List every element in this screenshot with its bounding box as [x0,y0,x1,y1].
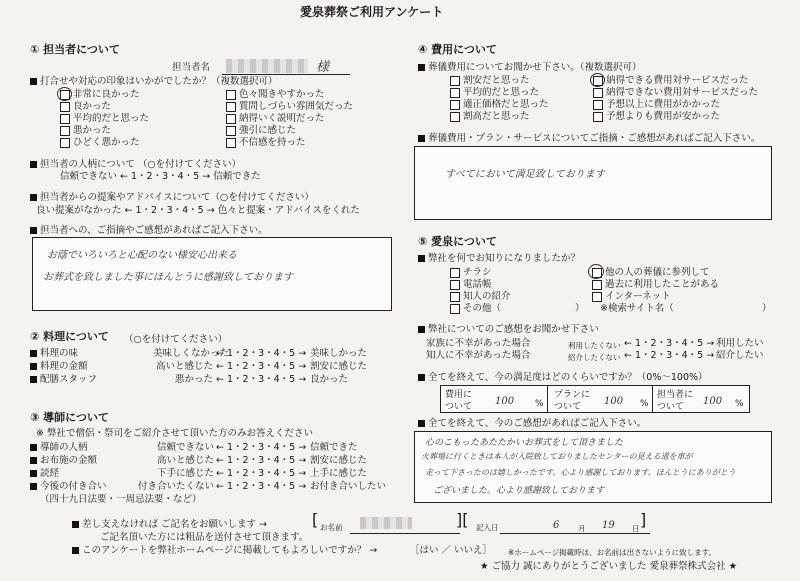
overall-comment-line-3: 走って下さったのは嬉しかったです。心より感謝しております。ほんとうにありがとう [425,468,736,477]
footer-line-2 [72,545,377,557]
s1-q1-opt-8[interactable] [226,125,296,137]
s5-site-close: ） [762,303,772,314]
s1-q1-opt-1[interactable] [60,101,111,113]
cell-label-2: ついて [554,402,582,412]
staff-name-redacted [226,59,308,73]
bullet-icon [418,135,425,142]
bullet-icon [30,227,37,234]
s3-row-3[interactable] [30,481,107,493]
s3-row-1[interactable] [30,455,97,467]
overall-comment-box[interactable] [414,431,772,503]
s1-q1-opt-9[interactable] [226,137,306,149]
opt-label: 不信感を持った [239,137,306,148]
circle-mark [590,73,605,87]
circle-mark [57,87,72,101]
checkbox-icon [450,268,460,278]
date-month[interactable]: 6 [553,520,560,531]
date-underline [500,533,650,534]
overall-comment-line-1: 心のこもったあたたかいお葬式をして頂きました [425,438,624,448]
s6-q2-text: 全てを終えて、今のご感想があればご記入下さい。 [428,418,647,429]
s4-opt-2[interactable] [450,99,549,111]
s5-opt-1[interactable] [450,279,492,291]
opt-label: 平均的だと思った [73,113,150,124]
row-right: 割安に感じた [310,455,368,466]
s5-opt-3[interactable] [450,303,501,315]
row-left: 付き合いたくない [137,481,214,492]
cell-label-1: プランに [554,390,591,400]
cost-comment-box[interactable] [414,146,772,220]
s1-q1 [30,76,278,88]
s4-q2-text: 葬儀費用・プラン・サービスについてご指摘・ご感想があればご記入下さい。 [428,133,761,144]
opt-label: チラシ [463,267,492,278]
row-left: 高いと感じた [155,361,213,372]
cell-label-2: ついて [445,402,473,412]
s4-q2 [418,133,760,145]
satisfaction-cost[interactable] [440,385,550,413]
hp-note: ※ホームページ掲載時は、お名前は出さないように致します。 [508,548,717,557]
row-label: 読経 [40,468,60,479]
s3-row-0[interactable] [30,442,88,454]
s1-q1-opt-4[interactable] [60,137,140,149]
s2-instruction: （○を付けてください） [124,334,228,345]
name-underline [350,533,460,534]
opt-label: 質問しづらい雰囲気だった [239,101,354,112]
s4-opt-1[interactable] [450,87,539,99]
opt-label: 納得いく説明だった [239,113,325,124]
s5-opt-4[interactable] [592,267,710,279]
row-left: 信頼できない [156,442,214,453]
s6-q1-text: 全てを終えて、今の満足度はどのくらいですか？（0%〜100%） [428,372,708,383]
satisfaction-staff[interactable] [652,385,750,413]
s4-opt-3[interactable] [450,111,530,123]
row-right: 上手に感じた [310,468,368,479]
staff-comment-box[interactable] [32,237,392,311]
opt-label: 悪かった [73,125,112,136]
s5-row-0-scale[interactable]: ← 1・2・3・4・5 → [624,338,715,349]
bullet-icon [30,483,37,490]
s5-opt-0[interactable] [450,267,492,279]
cell-value: 100 [703,396,723,407]
row-scale[interactable]: ← 1・2・3・4・5 → [216,455,307,466]
bullet-icon [418,326,425,333]
day-unit: 日 [632,524,640,533]
s1-q1-opt-7[interactable] [226,113,325,125]
s1-q2 [30,159,241,171]
s5-row-1-right: 紹介したい [716,350,764,361]
bracket-close: ][ [456,510,469,529]
staff-name-underline [222,74,350,75]
name-label: お名前 [320,523,343,532]
bullet-icon [72,547,79,554]
row-scale[interactable]: ← 1・2・3・4・5 → [216,468,307,479]
staff-name-label: 担当者名 [172,62,211,73]
section-1-heading: ① 担当者について [30,43,120,56]
opt-label: インターネット [605,291,671,302]
s5-opt-6[interactable] [592,291,671,303]
s2-row-taste[interactable] [30,348,78,360]
row-left: 美味しくなかった [153,348,230,359]
s1-q3-text: 担当者からの提案やアドバイスについて（○を付けてください） [40,192,314,203]
section-2-heading: ② 料理について [30,330,109,343]
checkbox-icon [450,292,460,302]
row-left: 高いと感じた [156,455,214,466]
row-label: 料理の味 [40,348,79,359]
opt-label: 非常に良かった [73,89,140,100]
bullet-icon [418,255,425,262]
checkbox-icon [450,76,460,86]
opt-label: 良かった [73,101,112,112]
s5-row-0-right: 利用したい [716,338,764,349]
date-label: 記入日 [476,523,499,532]
s1-q4 [30,225,268,237]
row-right: お付き合いしたい [310,481,387,492]
checkbox-icon [450,280,460,290]
section-5-heading: ⑤ 愛泉について [418,235,497,248]
s2-row-staff[interactable] [30,374,97,386]
s4-opt-4[interactable] [593,75,749,87]
s4-q1-text: 葬儀費用についてお聞かせ下さい。（複数選択可） [428,62,642,73]
name-redacted [360,517,412,529]
cell-pct: % [640,399,649,409]
bullet-icon [30,363,37,370]
checkbox-icon [593,100,603,110]
checkbox-icon [450,100,460,110]
overall-comment-line-4: ございました。心より感謝致しております [433,486,605,496]
cell-pct: % [535,399,544,409]
s5-q2-text: 弊社についてのご感想をお聞かせ下さい [428,324,599,335]
s1-q2-text: 担当者の人柄について （○を付けてください） [40,159,242,170]
s5-opt-2[interactable] [450,291,511,303]
s3-note: ※ 弊社で僧侶・祭司をご紹介させて頂いた方のみお答えください [36,428,313,439]
s1-q1-opt-5[interactable] [226,89,325,101]
bullet-icon [418,420,425,427]
opt-label: 色々聞きやすかった [239,89,325,100]
cell-value: 100 [495,396,515,407]
cell-value: 100 [604,396,624,407]
row-scale[interactable]: ← 1・2・3・4・5 → [216,481,307,492]
s4-q1 [418,62,642,74]
bullet-icon [30,161,37,168]
opt-label: 過去に利用したことがある [605,279,720,290]
checkbox-icon [226,90,236,100]
row-label: お布施の金額 [40,455,98,466]
checkbox-icon [60,102,70,112]
bullet-icon [30,457,37,464]
opt-label: 予想よりも費用が安かった [606,111,721,122]
s5-q1 [418,253,580,265]
row-scale[interactable]: ← 1・2・3・4・5 → [216,374,307,385]
footer-line-1-text: 差し支えなければ ご記名をお願いします → [82,519,268,530]
s4-opt-5[interactable] [593,87,758,99]
opt-label: 割安だと思った [463,75,530,86]
opt-label: ひどく悪かった [73,137,140,148]
s1-q1-opt-2[interactable] [60,113,149,125]
s1-q1-opt-3[interactable] [60,125,111,137]
overall-comment-line-2: 火葬場に行くときは本人が入院致しておりましたセンターの見える道を車が [421,452,693,461]
row-label: 導師の人柄 [40,442,88,453]
s6-q1 [418,372,708,384]
satisfaction-plan[interactable] [547,385,655,413]
bullet-icon [30,350,37,357]
checkbox-icon [450,88,460,98]
bullet-icon [30,444,37,451]
row-left: 悪かった [174,374,213,385]
staff-name-suffix: 様 [316,60,330,75]
row-label: 配膳スタッフ [40,374,98,385]
s1-q4-text: 担当者への、ご指摘やご感想があればご記入下さい。 [40,225,268,236]
section-4-heading: ④ 費用について [418,43,497,56]
staff-comment-line-1: お蔭でいろいろと心配のない様安心出来る [47,250,237,261]
s5-row-0-small: 利用したくない [568,341,621,350]
cell-label-2: ついて [657,402,685,412]
checkbox-icon [60,138,70,148]
row-right: 美味しかった [310,348,368,359]
cost-comment-text: すべてにおいて満足致しております [445,169,605,180]
row-scale[interactable]: ← 1・2・3・4・5 → [216,348,307,359]
row-label: 今後の付き合い [40,481,107,492]
s4-opt-6[interactable] [593,99,720,111]
checkbox-icon [226,138,236,148]
s1-q3 [30,192,314,204]
opt-label: 適正価格だと思った [463,99,549,110]
bullet-icon [418,374,425,381]
section-3-heading: ③ 導師について [30,411,109,424]
opt-label: その他（ [463,303,502,314]
checkbox-icon [592,292,602,302]
s5-q1-text: 弊社を何でお知りになりましたか？ [428,253,581,264]
s3-sub-note: （四十九日法要・一周忌法要・など） [40,494,202,505]
bullet-icon [30,470,37,477]
opt-label: 納得できない費用対サービスだった [606,87,759,98]
s6-q2 [418,418,646,430]
date-day[interactable]: 19 [602,520,615,531]
s1-q3-scale[interactable]: 良い提案がなかった ← 1・2・3・4・5 → 色々と提案・アドバイスをくれた [36,205,360,216]
s4-opt-0[interactable] [450,75,530,87]
cell-pct: % [735,399,744,409]
checkbox-icon [226,102,236,112]
row-left: 下手に感じた [156,468,214,479]
checkbox-icon [593,112,603,122]
checkbox-icon [60,114,70,124]
s5-site-note: ※検索サイト名（ [600,303,674,314]
s1-q2-scale[interactable]: 信頼できない ← 1・2・3・4・5 → 信頼できた [60,171,261,182]
checkbox-icon [450,112,460,122]
footer-line-1b: ご記名頂いた方には粗品を送付させて頂きます。 [100,532,309,543]
bracket-end: ] [640,510,647,529]
s4-opt-7[interactable] [593,111,720,123]
month-unit: 月 [578,524,586,533]
checkbox-icon [226,114,236,124]
thanks-line: ★ ご協力 誠にありがとうございました 愛泉葬祭株式会社 ★ [480,561,738,572]
bullet-icon [30,78,37,85]
publish-yes-no[interactable]: ［はい ／ いいえ］ [410,545,493,556]
row-label: 料理の金額 [40,361,88,372]
s5-row-1-small: 紹介したくない [568,353,621,362]
checkbox-icon [450,304,460,314]
opt-label: 予想以上に費用がかかった [606,99,721,110]
s5-opt-5[interactable] [592,279,719,291]
row-right: 割安に感じた [310,361,368,372]
row-right: 信頼できた [310,442,358,453]
bracket-open: [ [312,510,319,529]
row-scale[interactable]: ← 1・2・3・4・5 → [216,442,307,453]
row-scale[interactable]: ← 1・2・3・4・5 → [216,361,307,372]
s3-row-2[interactable] [30,468,59,480]
s5-row-1-label: 知人に不幸があった場合 [426,350,531,361]
checkbox-icon [593,88,603,98]
checkbox-icon [226,126,236,136]
opt-label: 電話帳 [463,279,492,290]
staff-comment-line-2: お葬式を致しました事にほんとうに感謝致しております [43,272,293,283]
row-right: 良かった [310,374,349,385]
footer-line-1 [72,519,267,531]
opt-label: 知人の紹介 [463,291,511,302]
s1-q1-opt-6[interactable] [226,101,353,113]
opt-label: 割高だと思った [463,111,530,122]
s2-row-price[interactable] [30,361,88,373]
survey-title: 愛泉葬祭ご利用アンケート [300,5,444,19]
circle-mark [588,264,604,279]
opt-label: 平均的だと思った [463,87,540,98]
s1-q1-text: 打合せや対応の印象はいかがでしたか？（複数選択可） [40,76,278,87]
opt-label: 納得できる費用対サービスだった [606,75,749,86]
bullet-icon [418,64,425,71]
checkbox-icon [592,280,602,290]
cell-label-1: 費用に [445,390,473,400]
s5-row-1-scale[interactable]: ← 1・2・3・4・5 → [624,350,715,361]
s5-other-close: ） [575,303,585,314]
s5-q2 [418,324,599,336]
bullet-icon [30,194,37,201]
opt-label: 他の人の葬儀に参列して [605,267,710,278]
footer-line-2-text: このアンケートを弊社ホームページに掲載してもよろしいですか？ → [82,545,378,556]
checkbox-icon [60,126,70,136]
cell-label-1: 担当者に [657,390,694,400]
bullet-icon [72,521,79,528]
s5-row-0-label: 家族に不幸があった場合 [426,338,531,349]
bullet-icon [30,376,37,383]
opt-label: 強引に感じた [239,125,297,136]
